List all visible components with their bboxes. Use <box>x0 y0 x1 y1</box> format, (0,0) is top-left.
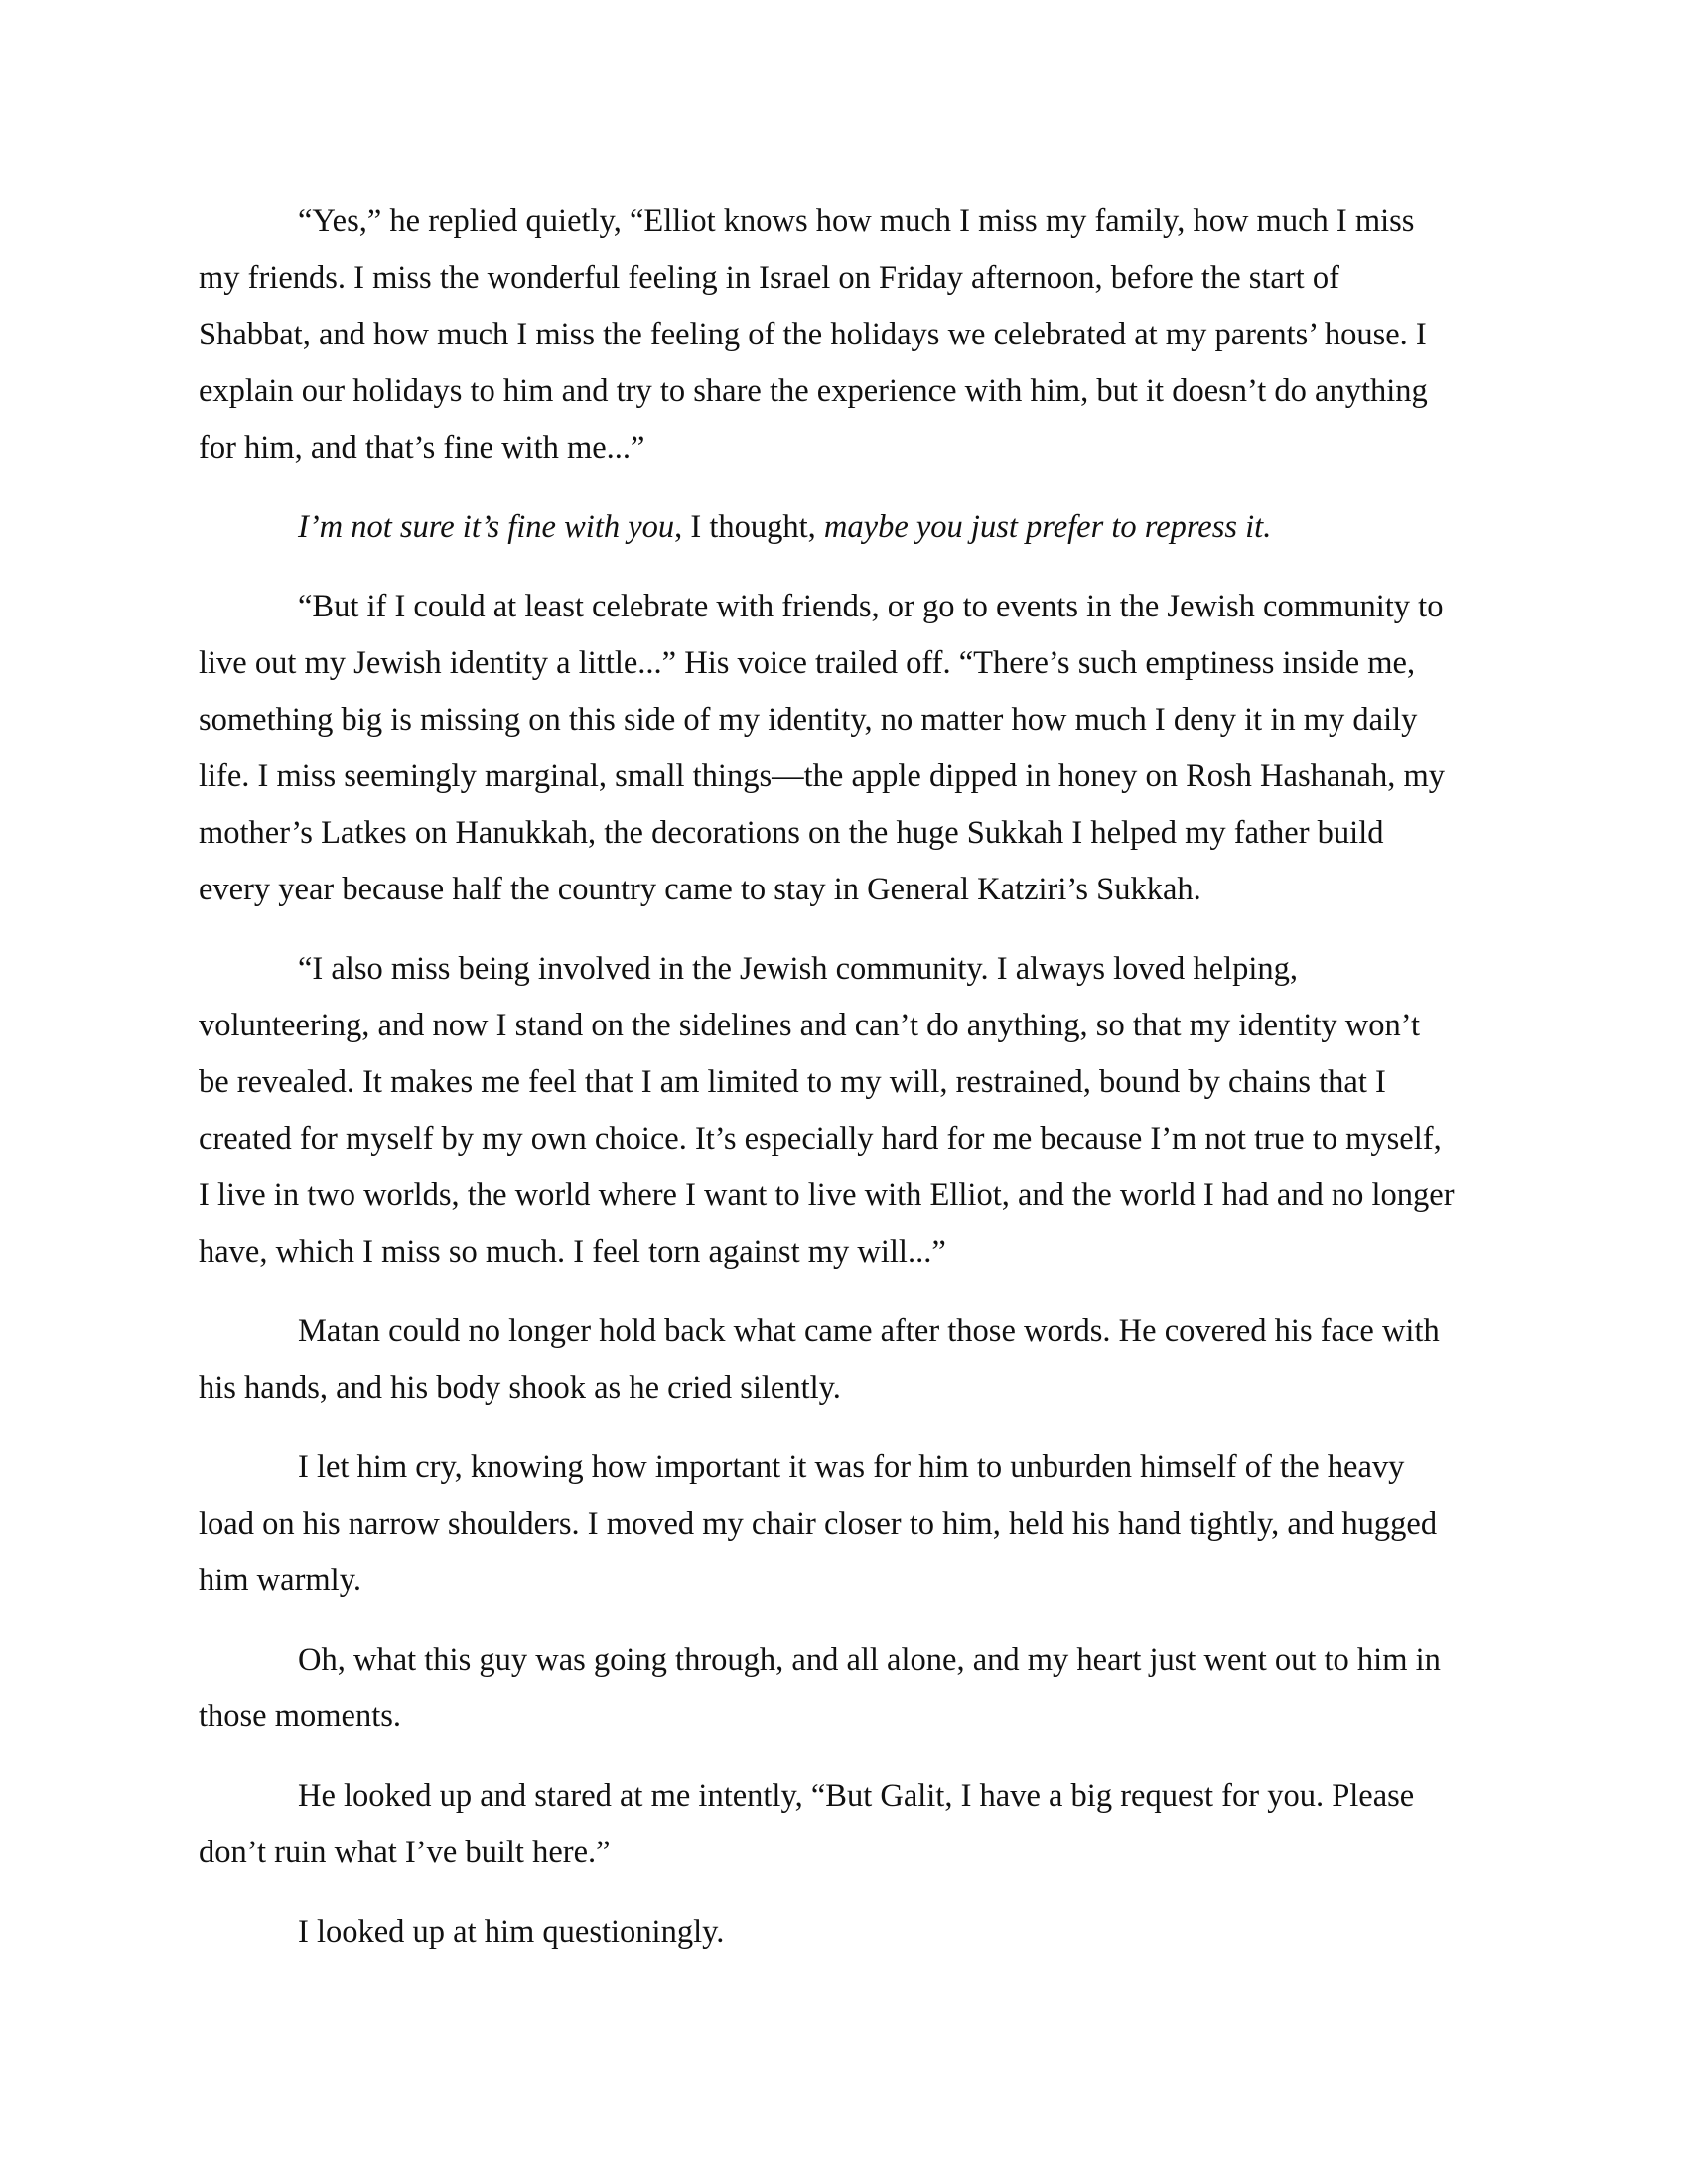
paragraph-1 <box>199 194 1489 477</box>
text-line: “But if I could at least celebrate with friends, or go to events in the Jewish community to <box>298 589 1444 624</box>
text-line: something big is missing on this side of my identity, no matter how much I deny it in my daily <box>199 702 1418 738</box>
text-line: life. I miss seemingly marginal, small things—the apple dipped in honey on Rosh Hashanah, my <box>199 758 1445 794</box>
text-line: load on his narrow shoulders. I moved my chair closer to him, held his hand tightly, and hugged <box>199 1506 1438 1542</box>
text-line: I live in two worlds, the world where I want to live with Elliot, and the world I had and no longer <box>199 1177 1455 1213</box>
text-line: created for myself by my own choice. It’s especially hard for me because I’m not true to myself, <box>199 1121 1442 1157</box>
document-page <box>199 194 1489 1983</box>
text-line: volunteering, and now I stand on the sidelines and can’t do anything, so that my identity won’t <box>199 1008 1420 1043</box>
paragraph-7 <box>199 1632 1489 1745</box>
text-line: for him, and that’s fine with me...” <box>199 430 645 466</box>
text-line <box>199 499 1489 556</box>
italic-thought-2: maybe you just prefer to repress it. <box>823 509 1272 545</box>
paragraph-2-thought <box>199 499 1489 556</box>
narration: , I thought, <box>674 509 824 545</box>
text-line: my friends. I miss the wonderful feeling in Israel on Friday afternoon, before the start of <box>199 260 1339 296</box>
text-line: mother’s Latkes on Hanukkah, the decorations on the huge Sukkah I helped my father build <box>199 815 1384 851</box>
paragraph-6 <box>199 1439 1489 1609</box>
paragraph-9 <box>199 1904 1489 1961</box>
text-line: “Yes,” he replied quietly, “Elliot knows how much I miss my family, how much I miss <box>298 204 1415 239</box>
paragraph-8 <box>199 1768 1489 1881</box>
text-line: explain our holidays to him and try to share the experience with him, but it doesn’t do anything <box>199 373 1428 409</box>
text-line: every year because half the country came to stay in General Katziri’s Sukkah. <box>199 872 1201 907</box>
text-line: I looked up at him questioningly. <box>298 1914 725 1950</box>
text-line: him warmly. <box>199 1563 361 1598</box>
text-line: those moments. <box>199 1699 402 1734</box>
text-line: don’t ruin what I’ve built here.” <box>199 1835 611 1870</box>
text-line: Shabbat, and how much I miss the feeling of the holidays we celebrated at my parents’ house. I <box>199 317 1427 352</box>
text-line: his hands, and his body shook as he cried silently. <box>199 1370 841 1406</box>
text-line: live out my Jewish identity a little...” His voice trailed off. “There’s such emptiness inside me, <box>199 645 1416 681</box>
text-line: be revealed. It makes me feel that I am limited to my will, restrained, bound by chains that I <box>199 1064 1386 1100</box>
text-line: Matan could no longer hold back what came after those words. He covered his face with <box>298 1313 1440 1349</box>
text-line: I let him cry, knowing how important it was for him to unburden himself of the heavy <box>298 1449 1405 1485</box>
text-line: “I also miss being involved in the Jewish community. I always loved helping, <box>298 951 1299 987</box>
paragraph-5 <box>199 1303 1489 1417</box>
text-line: have, which I miss so much. I feel torn against my will...” <box>199 1234 946 1270</box>
paragraph-4 <box>199 941 1489 1281</box>
text-line: He looked up and stared at me intently, “But Galit, I have a big request for you. Please <box>298 1778 1415 1814</box>
italic-thought-1: I’m not sure it’s fine with you <box>298 509 675 545</box>
paragraph-3 <box>199 579 1489 918</box>
text-line: Oh, what this guy was going through, and all alone, and my heart just went out to him in <box>298 1642 1441 1678</box>
